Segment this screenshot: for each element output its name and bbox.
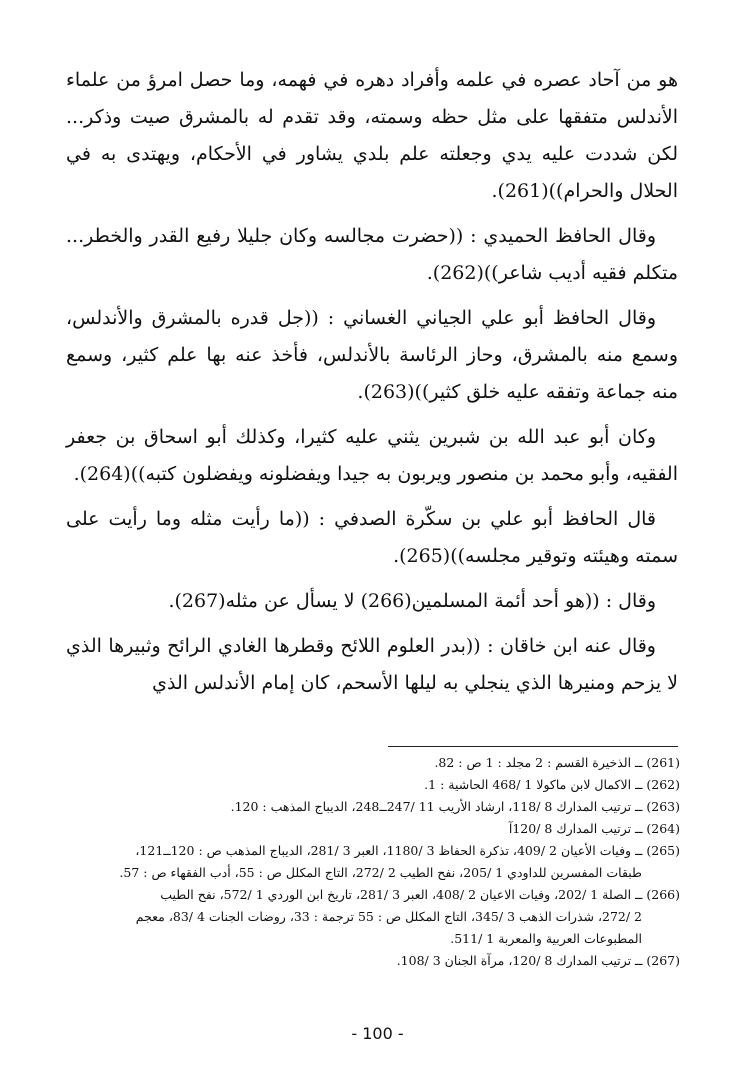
paragraph: وقال : ((هو أحد أئمة المسلمين(266) لا يسأل عن مثله(267). bbox=[168, 590, 656, 612]
main-text bbox=[66, 62, 678, 710]
paragraph: وقال عنه ابن خاقان : ((بدر العلوم اللائح وقطرها الغادي الرائح وثبيرها الذي لا يزحم ومنيرها الذي ينجلي به ليلها الأسحم، كان إمام الأندلس الذي bbox=[66, 635, 678, 694]
footnote: (264) ــ ترتيب المدارك 8 /120آ bbox=[508, 821, 680, 836]
paragraph: وقال الحافظ أبو علي الجياني الغساني : ((جل قدره بالمشرق والأندلس، وسمع منه بالمشرق، وحاز الرئاسة بالأندلس، فأخذ عنه بها علم كثير، وسمع منه جماعة وتفقه عليه خلق كثير))(263). bbox=[66, 307, 678, 403]
footnote: (261) ــ الذخيرة القسم : 2 مجلد : 1 ص : 82. bbox=[434, 755, 680, 770]
paragraph: قال الحافظ أبو علي بن سكّرة الصدفي : ((ما رأيت مثله وما رأيت على سمته وهيئته وتوقير مجلسه))(265). bbox=[66, 508, 678, 567]
page-number: - 100 - bbox=[351, 1024, 404, 1043]
footnote: (265) ــ وفيات الأعيان 2 /409، تذكرة الحفاظ 3 /1180، العبر 3 /281، الديباج المذهب ص : 120ــ121، bbox=[135, 843, 680, 858]
paragraph: وقال الحافظ الحميدي : ((حضرت مجالسه وكان جليلا رفيع القدر والخطر... متكلم فقيه أديب شاعر))(262). bbox=[66, 225, 678, 284]
footnote: (267) ــ ترتيب المدارك 8 /120، مرآة الجنان 3 /108. bbox=[396, 953, 680, 968]
paragraph: وكان أبو عبد الله بن شبرين يثني عليه كثيرا، وكذلك أبو اسحاق بن جعفر الفقيه، وأبو محمد بن منصور ويربون به جيدا ويفضلونه ويفضلون كتبه))(264). bbox=[66, 426, 678, 485]
footnote: (266) ــ الصلة 1 /202، وفيات الاعيان 2 /408، العبر 3 /281، تاريخ ابن الوردي 1 /572، نفح الطيب bbox=[160, 887, 680, 902]
footnote: (262) ــ الاكمال لابن ماكولا 1 /468 الحاشية : 1. bbox=[424, 777, 680, 792]
footnotes bbox=[60, 752, 680, 972]
footnote-continuation: المطبوعات العربية والمعربة 1 /511. bbox=[450, 931, 642, 946]
paragraph: هو من آحاد عصره في علمه وأفراد دهره في فهمه، وما حصل امرؤ من علماء الأندلس متفقها على مثل حظه وسمته، وقد تقدم له بالمشرق صيت وذكر... لكن شددت عليه يدي وجعلته علم بلدي يشاور في الأحكام، ويهتدى به في الحلال والحرام))(261). bbox=[66, 69, 678, 202]
footnote-continuation: طبقات المفسرين للداودي 1 /205، نفح الطيب 2 /272، التاج المكلل ص : 55، أدب الفقهاء ص : 57. bbox=[119, 865, 642, 880]
footnote-continuation: 2 /272، شذرات الذهب 3 /345، التاج المكلل ص : 55 ترجمة : 33، روضات الجنات 4 /83، معجم bbox=[135, 909, 642, 924]
footnote: (263) ــ ترتيب المدارك 8 /118، ارشاد الأريب 11 /247ــ248، الديباج المذهب : 120. bbox=[230, 799, 680, 814]
footnote-separator bbox=[388, 746, 678, 747]
